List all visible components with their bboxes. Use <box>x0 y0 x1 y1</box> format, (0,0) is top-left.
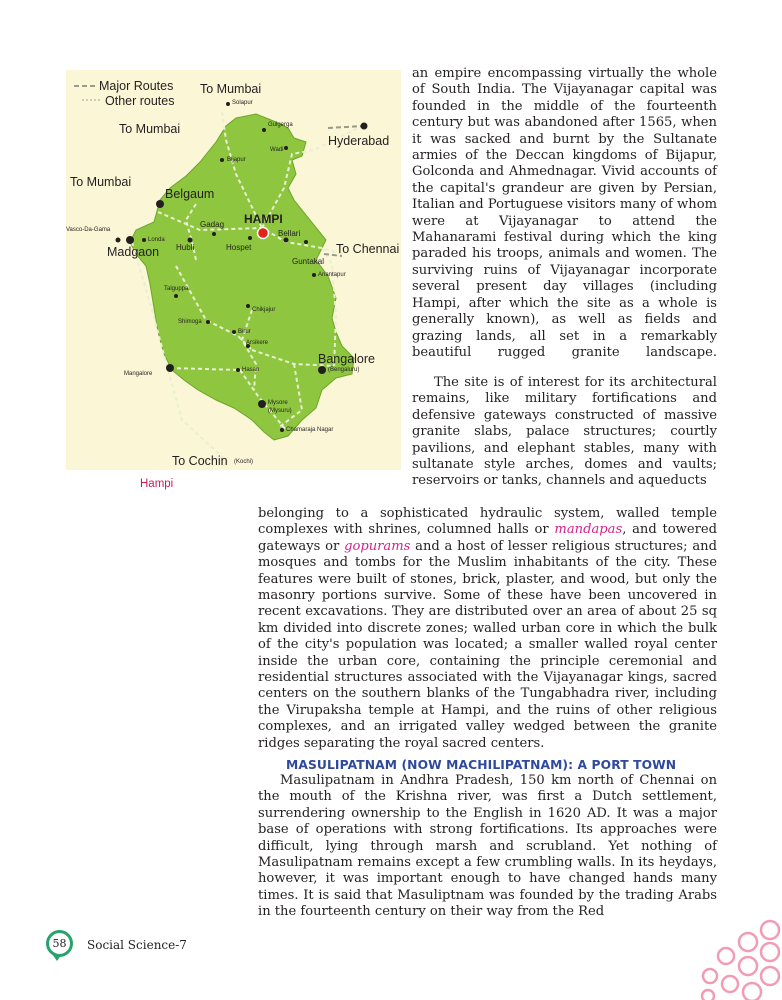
city-dot-vasco <box>116 238 121 243</box>
label-bellari: Bellari <box>278 229 301 238</box>
city-dot-chikjajur <box>246 304 250 308</box>
city-dot-mangalore <box>166 364 174 372</box>
city-dot-belgaum <box>156 200 164 208</box>
city-dot-guntakal <box>304 240 308 244</box>
para2-text-b: , and towered gateways or <box>258 522 717 554</box>
city-dot-bangalore <box>318 366 326 374</box>
map-caption: Hampi <box>140 478 174 490</box>
label-wadi: Wadi <box>270 147 284 153</box>
label-shimoga: Shimoga <box>178 319 202 325</box>
label-to-mumbai-mid: To Mumbai <box>119 122 181 136</box>
decorative-rings-icon <box>682 910 782 1000</box>
legend-major-routes: Major Routes <box>99 79 174 93</box>
paragraph-masulipatnam: Masulipatnam in Andhra Pradesh, 150 km north of Chennai on the mouth of the Krishna river, was first a Dutch settlement, surrendering ownership to the English in 1620 AD. It was a major base of operations with strong fortifications. Its approaches were difficult, lying through marsh and scrubland. Yet nothing of Masulipatnam remains except a few crumbling walls. In its heydays, however, it was important enough to have changed hands many times. It is said that Masuliptnam was founded by the trading Arabs in the fourteenth century on their way from the Red <box>258 773 717 920</box>
city-dot-bijapur <box>220 158 224 162</box>
legend-other-routes: Other routes <box>105 94 175 108</box>
page-number: 58 <box>52 937 67 950</box>
label-bangalore: Bangalore <box>318 352 375 366</box>
label-guntakal: Guntakal <box>292 257 325 266</box>
para2-text-c: and a host of lesser religious structures; and mosques and tombs for the Muslim inhabitants of the city. These features were built of stones, brick, plaster, and wood, but only the masonry portions survive. Some of these have been uncovered in recent excavations. They are distributed over an area of about 25 sq km divided into discrete zones; walled urban core in which the bulk of the city's population was located; a smaller walled royal center inside the urban core, containing the principle ceremonial and residential structures associated with the Vijayanagar kings, sacred centers on the southern blanks of the Tungabhadra river, including the Virupaksha temple at Hampi, and the ruins of other religious complexes, and an irrigated valley wedged between the granite ridges separating the royal sacred centers. <box>258 538 717 751</box>
term-mandapas: mandapas <box>554 522 623 538</box>
label-bengaluru: (Bengaluru) <box>328 367 360 373</box>
label-hubli: Hubli <box>176 243 195 252</box>
label-hospet: Hospet <box>226 243 252 252</box>
city-dot-shimoga <box>206 320 210 324</box>
city-dot-madgaon <box>126 236 134 244</box>
label-chamaraja-nagar: Chamaraja Nagar <box>286 427 334 433</box>
label-to-chennai: To Chennai <box>336 242 400 256</box>
label-birur: Birur <box>238 329 251 335</box>
city-dot-birur <box>232 330 236 334</box>
city-dot-mysore <box>258 400 266 408</box>
label-to-mumbai-left: To Mumbai <box>70 175 132 189</box>
paragraph-vijayanagar-intro: an empire encompassing virtually the whole of South India. The Vijayanagar capital was founded in the middle of the fourteenth century but was abandoned after 1565, when it was sacked and burnt by the Sultanate armies of the Deccan kingdoms of Bijapur, Golconda and Ahmednagar. Vivid accounts of the capital's grandeur are given by Persian, Italian and Portuguese visitors many of whom were at Vijayanagar to attend the Mahanarami festival during which the king paraded his troops, animals and women. The surviving ruins of Vijayanagar incorporate several present day villages (including Hampi, after which the site as a whole is generally known), as well as fields and grazing lands, all set in a remarkably beautiful rugged granite landscape. <box>412 66 717 360</box>
label-mysore: Mysore <box>268 400 288 406</box>
page-number-badge <box>46 930 73 957</box>
label-hyderabad: Hyderabad <box>328 134 390 148</box>
label-chikjajur: Chikjajur <box>252 307 276 313</box>
city-dot-hyderabad <box>361 123 368 130</box>
city-dot-gadag <box>212 232 216 236</box>
paragraph-site-interest-cont <box>258 506 717 752</box>
city-dot-anantapur <box>312 273 316 277</box>
label-madgaon: Madgaon <box>107 245 160 259</box>
paragraph-site-interest-start <box>412 375 717 490</box>
city-dot-hubli <box>188 238 193 243</box>
para2-text-a: belonging to a sophisticated hydraulic system, walled temple complexes with shrines, columned halls or <box>258 506 717 538</box>
label-hampi: HAMPI <box>244 212 283 226</box>
label-mangalore: Mangalore <box>124 371 153 377</box>
label-vasco: Vasco-Da-Gama <box>66 227 111 233</box>
hampi-route-map <box>66 70 401 470</box>
city-dot-bellari <box>284 238 289 243</box>
label-talguppa: Talguppa <box>164 286 189 292</box>
term-gopurams: gopurams <box>344 538 411 554</box>
city-dot-londa <box>142 238 146 242</box>
label-gulgerga: Gulgerga <box>268 122 293 128</box>
city-dot-solapur <box>226 102 230 106</box>
paragraph-site-interest-start-text: The site is of interest for its architectural remains, like military fortifications and defensive gateways constructed of massive granite slabs, palace structures; courtly pavilions, and elephant stables, many with sultanate style arches, domes and vaults; reservoirs or tanks, channels and aqueducts <box>412 375 717 489</box>
label-belgaum: Belgaum <box>165 187 215 201</box>
city-dot-chamaraja <box>280 428 284 432</box>
label-londa: Londa <box>148 237 165 243</box>
label-mysuru: (Mysuru) <box>268 408 292 414</box>
city-dot-gulgerga <box>262 128 266 132</box>
city-dot-talguppa <box>174 294 178 298</box>
label-bijapur: Bijapur <box>227 157 246 163</box>
map-shapes <box>66 70 401 470</box>
label-solapur: Solapur <box>232 100 253 106</box>
label-to-cochin: To Cochin <box>172 454 228 468</box>
city-dot-wadi <box>284 146 288 150</box>
city-dot-hospet <box>248 236 252 240</box>
label-gadag: Gadag <box>200 220 225 229</box>
label-to-mumbai-top: To Mumbai <box>200 82 262 96</box>
book-title: Social Science-7 <box>87 938 187 952</box>
label-kochi: (Kochi) <box>234 459 254 465</box>
label-anantapur: Anantapur <box>318 272 346 278</box>
hampi-marker <box>258 228 269 239</box>
city-dot-hasan <box>236 368 240 372</box>
label-arsikere: Arsikere <box>246 340 269 346</box>
label-hasan: Hasan <box>242 367 260 373</box>
section-heading-masulipatnam: MASULIPATNAM (NOW MACHILIPATNAM): A PORT TOWN <box>286 758 677 772</box>
